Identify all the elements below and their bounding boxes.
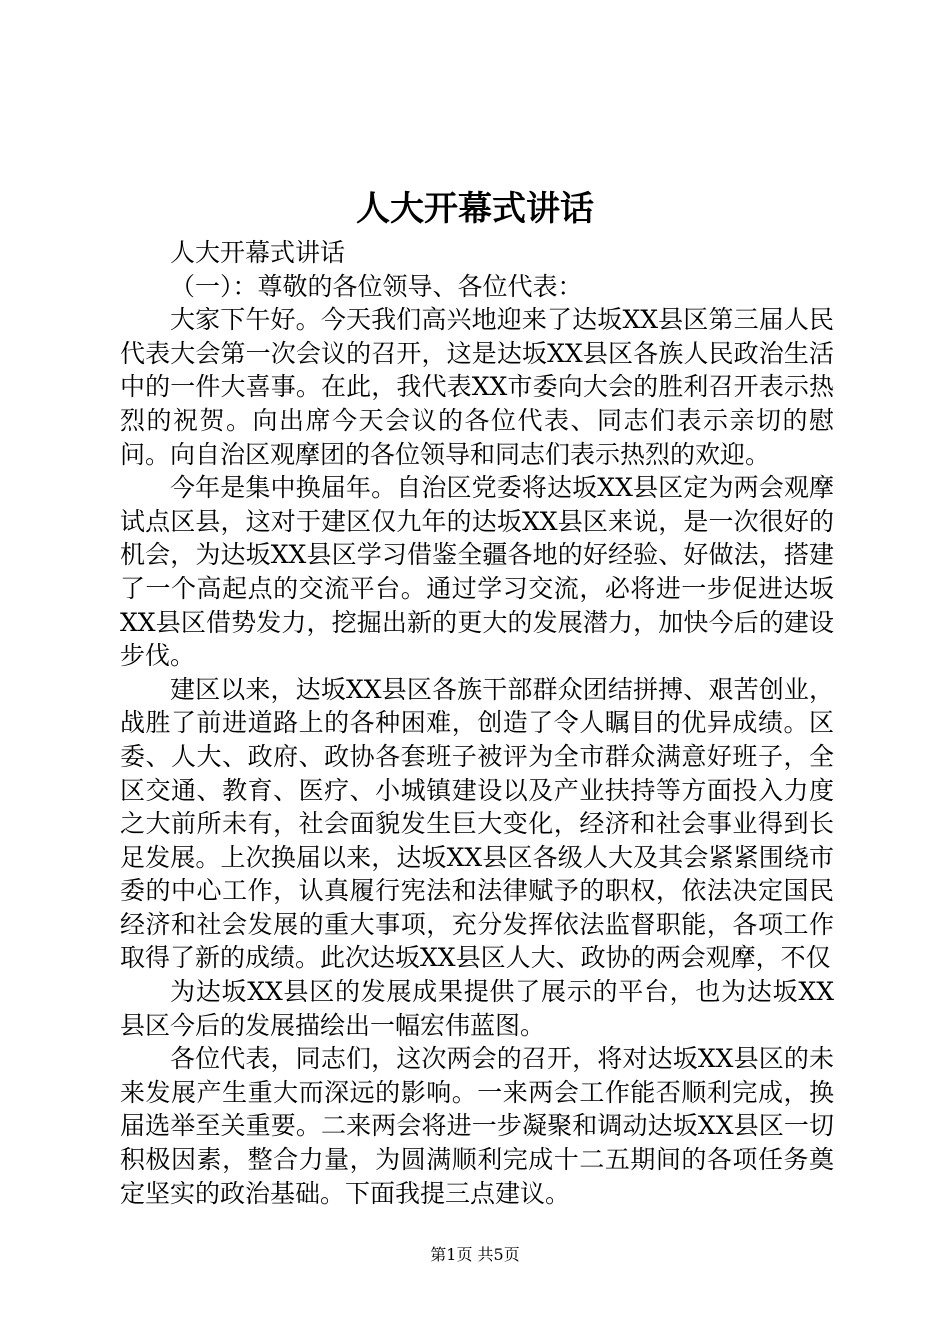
paragraph-salutation: （一）：尊敬的各位领导、各位代表： (170, 271, 583, 301)
paragraph: 各位代表，同志们，这次两会的召开，将对达坂XX县区的未来发展产生重大而深远的影响。一来两会工作能否顺利完成，换届选举至关重要。二来两会将进一步凝聚和调动达坂XX县区一切积极因素，整合力量，为圆满顺利完成十二五期间的各项任务奠定坚实的政治基础。下面我提三点建议。 (120, 1044, 834, 1208)
paragraph: 大家下午好。今天我们高兴地迎来了达坂XX县区第三届人民代表大会第一次会议的召开，这是达坂XX县区各族人民政治生活中的一件大喜事。在此，我代表XX市委向大会的胜利召开表示热烈的祝贺。向出席今天会议的各位代表、同志们表示亲切的慰问。向自治区观摩团的各位领导和同志们表示热烈的欢迎。 (120, 305, 834, 469)
paragraph: 建区以来，达坂XX县区各族干部群众团结拼搏、艰苦创业，战胜了前进道路上的各种困难，创造了令人瞩目的优异成绩。区委、人大、政府、政协各套班子被评为全市群众满意好班子，全区交通、教育、医疗、小城镇建设以及产业扶持等方面投入力度之大前所未有，社会面貌发生巨大变化，经济和社会事业得到长足发展。上次换届以来，达坂XX县区各级人大及其会紧紧围绕市委的中心工作，认真履行宪法和法律赋予的职权，依法决定国民经济和社会发展的重大事项，充分发挥依法监督职能，各项工作取得了新的成绩。此次达坂XX县区人大、政协的两会观摩，不仅 (120, 674, 834, 973)
paragraph-subtitle: 人大开幕式讲话 (170, 238, 346, 267)
paragraph: 为达坂XX县区的发展成果提供了展示的平台，也为达坂XX县区今后的发展描绘出一幅宏伟蓝图。 (120, 977, 834, 1040)
document-title: 人大开幕式讲话 (356, 189, 594, 229)
document-body (120, 236, 834, 1210)
page-number-footer: 第1页 共5页 (430, 1245, 520, 1264)
paragraph: 今年是集中换届年。自治区党委将达坂XX县区定为两会观摩试点区县，这对于建区仅九年的达坂XX县区来说，是一次很好的机会，为达坂XX县区学习借鉴全疆各地的好经验、好做法，搭建了一个高起点的交流平台。通过学习交流，必将进一步促进达坂XX县区借势发力，挖掘出新的更大的发展潜力，加快今后的建设步伐。 (120, 473, 834, 671)
